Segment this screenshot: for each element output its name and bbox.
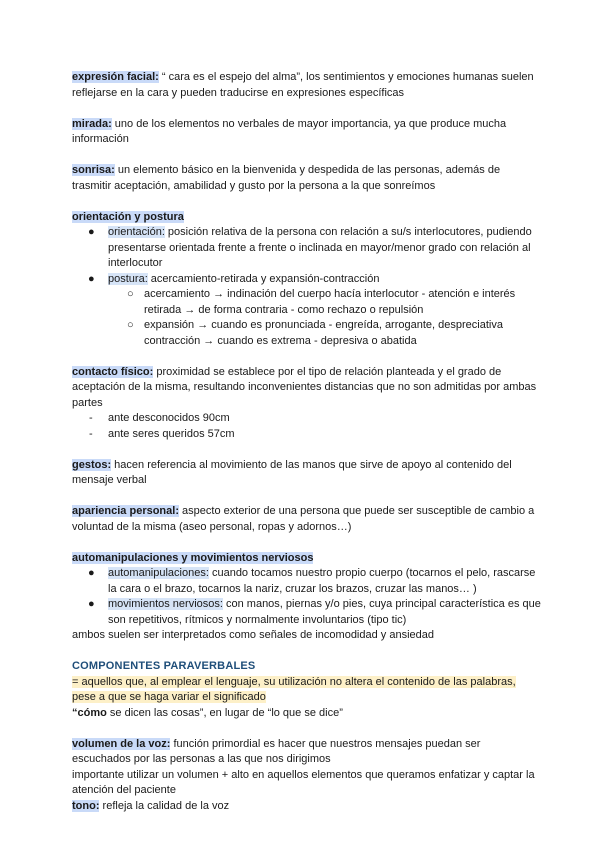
paragraph-apariencia <box>72 504 542 535</box>
text-seres-queridos: ante seres queridos 57cm <box>108 427 235 440</box>
bullet-icon: ● <box>88 272 95 285</box>
term-gestos: gestos: <box>72 458 112 471</box>
text-tono: refleja la calidad de la voz <box>99 799 230 812</box>
list-orientacion <box>72 225 542 349</box>
list-item-automanipulaciones <box>72 566 542 597</box>
list-item-seres-queridos <box>72 427 542 443</box>
circle-bullet-icon: ○ <box>127 288 134 300</box>
dash-bullet-icon: - <box>89 412 93 424</box>
text-desconocidos: ante desconocidos 90cm <box>108 412 230 424</box>
heading-automanipulaciones <box>72 551 542 567</box>
term-apariencia: apariencia personal: <box>72 505 179 517</box>
paragraph-definicion-paraverbales <box>72 675 542 706</box>
text-apariencia: aspecto exterior de una persona que puede ser susceptible de cambio a voluntad de la misma (aseo personal, ropas y adornos…) <box>72 505 535 533</box>
text-postura: acercamiento-retirada y expansión-contracción <box>147 272 380 285</box>
term-volumen: volumen de la voz: <box>72 737 171 750</box>
paragraph-volumen <box>72 737 542 768</box>
heading-orientacion-postura <box>72 210 542 226</box>
list-item-desconocidos <box>72 411 542 427</box>
text-volumen: función primordial es hacer que nuestros mensajes puedan ser escuchados por las personas a las que nos dirigimos <box>72 737 481 765</box>
term-sonrisa: sonrisa: <box>72 164 115 176</box>
term-movimientos-nerviosos: movimientos nerviosos: <box>108 598 223 610</box>
list-distancias <box>72 411 542 442</box>
text-contacto-fisico: proximidad se establece por el tipo de relación planteada y el grado de aceptación de la misma, resultando inconvenientes distancias que no son admitidas por ambas partes <box>72 365 537 409</box>
term-automanipulaciones: automanipulaciones: <box>108 567 209 579</box>
list-item-expansion <box>72 318 542 349</box>
list-item-acercamiento <box>72 287 542 318</box>
text-automanipulaciones: cuando tocamos nuestro propio cuerpo (tocarnos el pelo, rascarse la cara o el brazo, tocarnos la nariz, cruzar los brazos, cruzar las manos… ) <box>108 567 536 595</box>
term-expresion-facial: expresión facial: <box>72 71 159 83</box>
text-acercamiento: acercamiento → indinación del cuerpo hacía interlocutor - atención e interés retirada → de forma contraria - como rechazo o repulsión <box>144 288 516 316</box>
term-automanipulaciones-title: automanipulaciones y movimientos nerviosos <box>72 551 314 564</box>
paragraph-como-se-dicen <box>72 706 542 722</box>
text-sonrisa: un elemento básico en la bienvenida y despedida de las personas, además de trasmitir aceptación, amabilidad y gusto por la persona a la que sonreímos <box>72 164 501 192</box>
text-movimientos-nerviosos: con manos, piernas y/o pies, cuya principal característica es que son repetitivos, rítmicos y normalmente involuntarios (tipo tic) <box>108 598 541 626</box>
term-mirada: mirada: <box>72 117 112 130</box>
paragraph-contacto-fisico <box>72 365 542 412</box>
term-tono: tono: <box>72 799 100 812</box>
paragraph-ambos: ambos suelen ser interpretados como señales de incomodidad y ansiedad <box>72 629 434 641</box>
circle-bullet-icon: ○ <box>127 319 134 331</box>
paragraph-mirada <box>72 117 542 148</box>
list-item-movimientos-nerviosos <box>72 597 542 628</box>
term-orientacion-postura: orientación y postura <box>72 210 184 223</box>
text-orientacion: posición relativa de la persona con relación a su/s interlocutores, pudiendo presentarse orientada frente a frente o inclinada en mayor/menor grado con relación al interlocutor <box>108 226 532 269</box>
heading-componentes-paraverbales: COMPONENTES PARAVERBALES <box>72 660 256 672</box>
bullet-icon: ● <box>88 598 95 610</box>
paragraph-expresion-facial <box>72 70 542 101</box>
dash-bullet-icon: - <box>89 427 93 440</box>
list-item-postura <box>72 272 542 288</box>
term-orientacion: orientación: <box>108 226 165 238</box>
text-gestos: hacen referencia al movimiento de las manos que sirve de apoyo al contenido del mensaje verbal <box>72 458 512 486</box>
bullet-icon: ● <box>88 226 95 238</box>
text-definicion-paraverbales: = aquellos que, al emplear el lenguaje, su utilización no altera el contenido de las palabras, pese a que se haga variar el significado <box>72 675 516 703</box>
term-contacto-fisico: contacto físico: <box>72 365 154 378</box>
paragraph-sonrisa <box>72 163 542 194</box>
text-como-bold: “cómo <box>72 706 107 719</box>
list-automanipulaciones <box>72 566 542 628</box>
term-postura: postura: <box>108 272 148 285</box>
paragraph-volumen-importante: importante utilizar un volumen + alto en aquellos elementos que queramos enfatizar y captar la atención del paciente <box>72 768 535 796</box>
document-page <box>72 70 542 814</box>
text-expresion-facial: “ cara es el espejo del alma”, los sentimientos y emociones humanas suelen reflejarse en la cara y pueden traducirse en expresiones específicas <box>72 71 534 99</box>
list-item-orientacion <box>72 225 542 272</box>
text-como-rest: se dicen las cosas”, en lugar de “lo que se dice” <box>106 706 343 719</box>
paragraph-tono <box>72 799 542 815</box>
text-mirada: uno de los elementos no verbales de mayor importancia, ya que produce mucha información <box>72 117 507 145</box>
bullet-icon: ● <box>88 567 95 579</box>
paragraph-gestos <box>72 458 542 489</box>
text-expansion: expansión → cuando es pronunciada - engreída, arrogante, despreciativa contracción → cuando es extrema - depresiva o abatida <box>144 319 503 347</box>
